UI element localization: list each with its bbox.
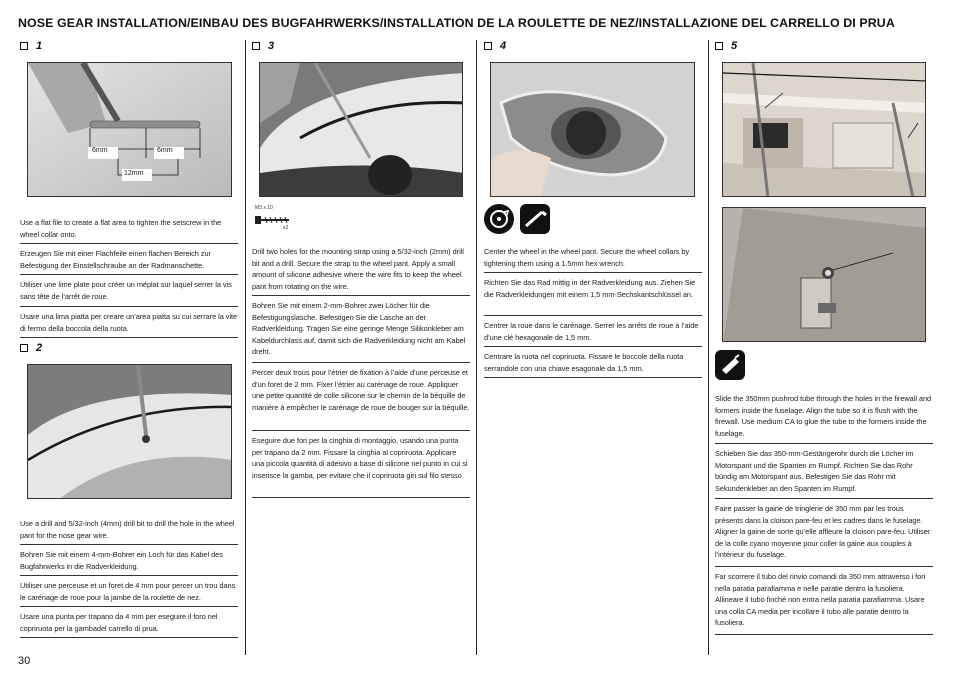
divider bbox=[252, 430, 470, 431]
divider bbox=[484, 377, 702, 378]
divider bbox=[20, 243, 238, 244]
step-2-heading bbox=[20, 342, 42, 354]
step-2-text-fr: Utiliser une perceuse et un foret de 4 mm pour percer un trou dans le carénage de roue pour la jambe de la roulette de nez. bbox=[20, 581, 236, 602]
screw-size-label: M3 x 10 bbox=[255, 205, 273, 211]
divider bbox=[20, 337, 238, 338]
divider bbox=[715, 498, 933, 499]
step-1-text-fr: Utiliser une lime plate pour créer un méplat sur laquel serrer la vis sans tête de l’arrêt de roue. bbox=[20, 280, 232, 301]
step-1-photo bbox=[27, 62, 232, 197]
divider bbox=[252, 362, 470, 363]
step-number: 4 bbox=[500, 40, 507, 52]
wheel-pant-drill-illustration bbox=[28, 365, 232, 499]
divider bbox=[20, 575, 238, 576]
divider bbox=[252, 295, 470, 296]
step-4-heading bbox=[484, 40, 506, 52]
step-5-text-en: Slide the 350mm pushrod tube through the holes in the firewall and formers inside the fuselage. Align the tube so it is flush with the firewall. Use medium CA to glue the tube to the formers inside the fuselage. bbox=[715, 394, 932, 438]
step-3-text-it: Eseguire due fori per la cinghia di montaggio, usando una punta per trapano da 2 mm. Fissare la cinghia al copriruota. Applicare una piccola quantità di adesivo a base di silicone nel punto in cui si inserisce la gamba, per evitare che il copriruota giri sul filo stesso. bbox=[252, 436, 468, 480]
checkbox-icon[interactable] bbox=[20, 42, 28, 50]
step-1-text-de: Erzeugen Sie mit einer Flachfeile einen flachen Bereich zur Befestigung der Einstellschraube an der Radmanschette. bbox=[20, 249, 211, 270]
screw-quantity-label: x2 bbox=[283, 225, 289, 231]
step-5-text-fr: Faire passer la gaine de tringlerie de 350 mm par les trous présents dans la cloison pare-feu et les cadres dans le fuselage. Aligner la gaine de sorte qu’elle affleure la cloison pare-feu. Utiliser de la colle cyano moyenne pour coller la gaine aux couples à l’intérieur du fuselage. bbox=[715, 504, 931, 560]
wheel-in-pant-illustration bbox=[491, 63, 695, 197]
divider bbox=[484, 272, 702, 273]
divider bbox=[484, 315, 702, 316]
step-2-text-it: Usare una punta per trapano da 4 mm per eseguire il foro nel copriruota per la gambadel carrello di prua. bbox=[20, 612, 218, 633]
step-number: 3 bbox=[268, 40, 275, 52]
page-number: 30 bbox=[18, 655, 31, 667]
divider bbox=[20, 544, 238, 545]
wheel-pant-strap-illustration bbox=[260, 63, 463, 197]
step-5-photo-top bbox=[722, 62, 926, 197]
checkbox-icon[interactable] bbox=[20, 344, 28, 352]
step-2-photo bbox=[27, 364, 232, 499]
hex-wrench-rotate-icon bbox=[484, 204, 514, 234]
step-3-text-en: Drill two holes for the mounting strap using a 5/32-inch (2mm) drill bit and a drill. Secure the strap to the wheel pant. Apply a small amount of silicone adhesive where the wire fits to keep the wheel pant from rotating on the wire. bbox=[252, 247, 464, 291]
step-3-text-fr: Percer deux trous pour l’étrier de fixation à l’aide d’une perceuse et d’un foret de 2 mm. Fixer l’étrier au carénage de roue. Appliquer une petite quantité de colle silicone sur le chemin de la béquille de manière à empêcher le carénage de roue de bouger sur la béquille. bbox=[252, 368, 470, 412]
divider bbox=[715, 634, 933, 635]
column-divider bbox=[245, 40, 246, 655]
step-number: 2 bbox=[36, 342, 43, 354]
step-5-photo-bottom bbox=[722, 207, 926, 342]
divider bbox=[20, 606, 238, 607]
ca-glue-icon bbox=[715, 350, 745, 380]
divider bbox=[484, 346, 702, 347]
divider bbox=[20, 274, 238, 275]
step-4-text-de: Richten Sie das Rad mittig in der Radverkleidung aus. Ziehen Sie die Radverkleidungen mit einem 1,5 mm-Sechskantschlüssel an. bbox=[484, 278, 696, 299]
screw-icon bbox=[255, 212, 295, 228]
checkbox-icon[interactable] bbox=[252, 42, 260, 50]
dimension-label-bottom: 12mm bbox=[124, 170, 144, 177]
step-4-text-it: Centrare la ruota nel copriruota. Fissare le boccole della ruota serrandole con una chiave esagonale da 1,5 mm. bbox=[484, 352, 684, 373]
step-1-text-en: Use a flat file to create a flat area to tighten the setscrew in the wheel collar onto. bbox=[20, 218, 222, 239]
step-2-text-en: Use a drill and 5/32-inch (4mm) drill bit to drill the hole in the wheel pant for the nose gear wire. bbox=[20, 519, 235, 540]
column-divider bbox=[476, 40, 477, 655]
dimension-label-left: 6mm bbox=[92, 147, 108, 154]
step-2-text-de: Bohren Sie mit einem 4-mm-Bohrer ein Loch für das Kabel des Bugfahrwerks in die Radverkleidung. bbox=[20, 550, 223, 571]
step-5-text-de: Schieben Sie das 350-mm-Gestängerohr durch die Löcher im Motorspant und die Spanten im Rumpf. Richten Sie das Rohr bündig am Motorspant aus. Befestigen Sie das Rohr mit Sekundenkleber an den Spanten im Rumpf. bbox=[715, 449, 914, 493]
step-3-photo bbox=[259, 62, 463, 197]
step-number: 1 bbox=[36, 40, 43, 52]
divider bbox=[20, 306, 238, 307]
step-1-heading bbox=[20, 40, 42, 52]
divider bbox=[20, 637, 238, 638]
fuselage-interior-illustration bbox=[723, 63, 926, 197]
step-number: 5 bbox=[731, 40, 738, 52]
firewall-pushrod-illustration bbox=[723, 208, 926, 342]
divider bbox=[715, 443, 933, 444]
step-4-text-fr: Centrer la roue dans le carénage. Serrer les arrêts de roue à l’aide d’une clé hexagonale de 1,5 mm. bbox=[484, 321, 699, 342]
dimension-label-right: 6mm bbox=[157, 147, 173, 154]
step-5-text-it: Far scorrere il tubo del rinvio comandi da 350 mm attraverso i fori nella paratia parafiamma e nelle paratie dentro la fusoliera. Allineare il tubo finché non entra nella paratia parafiamma. Usare una colla CA media per incollare il tubo alle paratie dentro la fusoliera. bbox=[715, 572, 926, 628]
divider bbox=[715, 566, 933, 567]
column-divider bbox=[708, 40, 709, 655]
checkbox-icon[interactable] bbox=[715, 42, 723, 50]
checkbox-icon[interactable] bbox=[484, 42, 492, 50]
page-title: NOSE GEAR INSTALLATION/EINBAU DES BUGFAHRWERKS/INSTALLATION DE LA ROULETTE DE NEZ/INSTALLAZIONE DEL CARRELLO DI PRUA bbox=[18, 16, 895, 30]
hex-key-icon bbox=[520, 204, 550, 234]
step-1-text-it: Usare una lima piatta per creare un’area piatta su cui serrare la vite di fermo della boccola della ruota. bbox=[20, 312, 238, 333]
divider bbox=[252, 497, 470, 498]
step-3-heading bbox=[252, 40, 274, 52]
step-3-text-de: Bohren Sie mit einem 2-mm-Bohrer zwei Löcher für die Befestigungslasche. Befestigen Sie die Lasche an der Radverkleidung. Tragen Sie eine geringe Menge Silikonkleber am Kabeldurchlass auf, damit sich die Radverkleidung nicht am Kabel dreht. bbox=[252, 301, 466, 357]
step-4-photo bbox=[490, 62, 695, 197]
step-4-text-en: Center the wheel in the wheel pant. Secure the wheel collars by tightening them using a 1.5mm hex wrench. bbox=[484, 247, 690, 268]
step-5-heading bbox=[715, 40, 737, 52]
